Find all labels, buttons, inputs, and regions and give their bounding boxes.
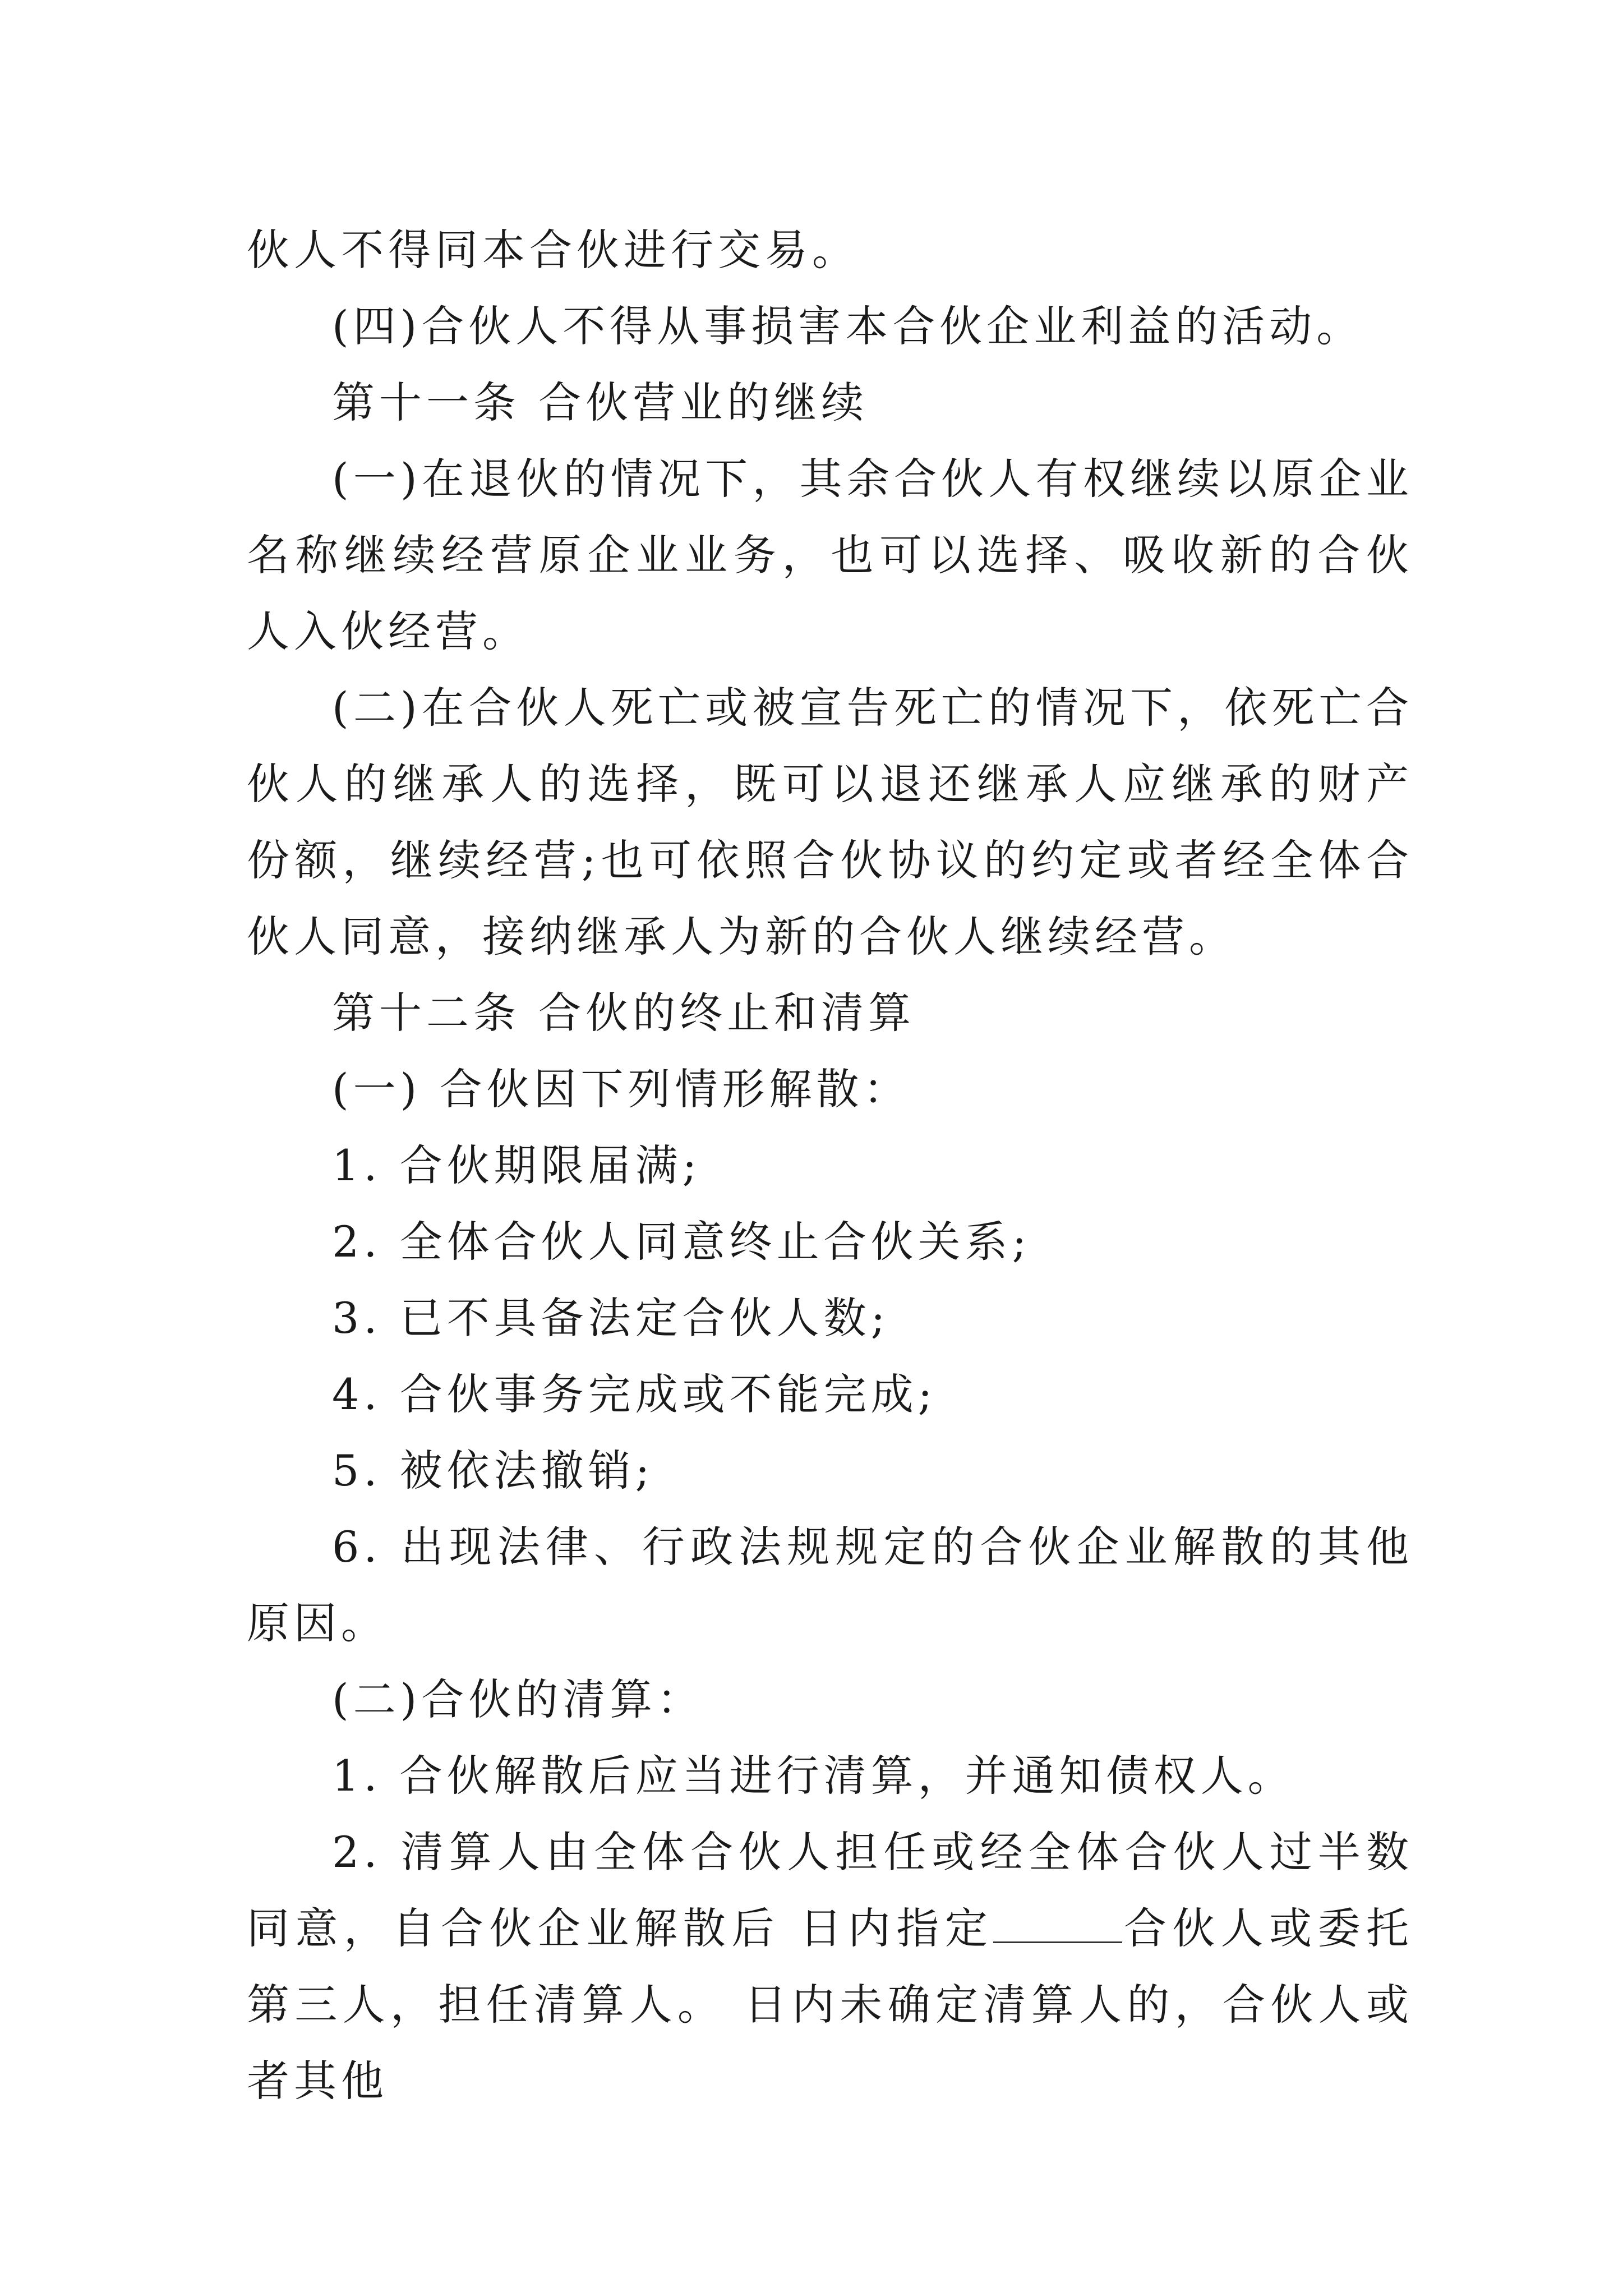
paragraph: (二)合伙的清算： [332,1674,704,1724]
article-heading: 第十一条 合伙营业的继续 [332,378,869,427]
list-item [247,1814,1413,2119]
paragraph: (一)在退伙的情况下，其余合伙人有权继续以原企业名称继续经营原企业业务，也可以选择、吸收新的合伙人入伙经营。 [247,454,1413,656]
list-item: 1. 合伙期限届满; [332,1140,702,1190]
list-item: 4. 合伙事务完成或不能完成; [332,1369,937,1419]
article-heading: 第十二条 合伙的终止和清算 [332,988,916,1038]
list-item: 3. 已不具备法定合伙人数; [332,1293,890,1343]
paragraph: 伙人不得同本合伙进行交易。 [247,225,859,275]
paragraph-text-part2: 合伙人或委托第三人，担任清算人。 日内未确定清算人的，合伙人或者其他 [247,1903,1413,2106]
blank-underline [993,1908,1122,1943]
paragraph-text-part1: 2. 清算人由全体合伙人担任或经全体合伙人过半数同意，自合伙企业解散后 日内指定 [247,1827,1413,1953]
list-item: 2. 全体合伙人同意终止合伙关系; [332,1217,1031,1267]
document-body [247,212,1413,2119]
paragraph: (四)合伙人不得从事损害本合伙企业利益的活动。 [332,301,1364,351]
list-item: 1. 合伙解散后应当进行清算，并通知债权人。 [332,1751,1295,1801]
list-item: 6. 出现法律、行政法规规定的合伙企业解散的其他原因。 [247,1522,1413,1648]
paragraph: (二)在合伙人死亡或被宣告死亡的情况下，依死亡合伙人的继承人的选择，既可以退还继承人应继承的财产份额，继续经营;也可依照合伙协议的约定或者经全体合伙人同意，接纳继承人为新的合伙人继续经营。 [247,683,1413,961]
list-item: 5. 被依法撤销; [332,1446,654,1496]
paragraph: (一) 合伙因下列情形解散： [332,1064,911,1114]
